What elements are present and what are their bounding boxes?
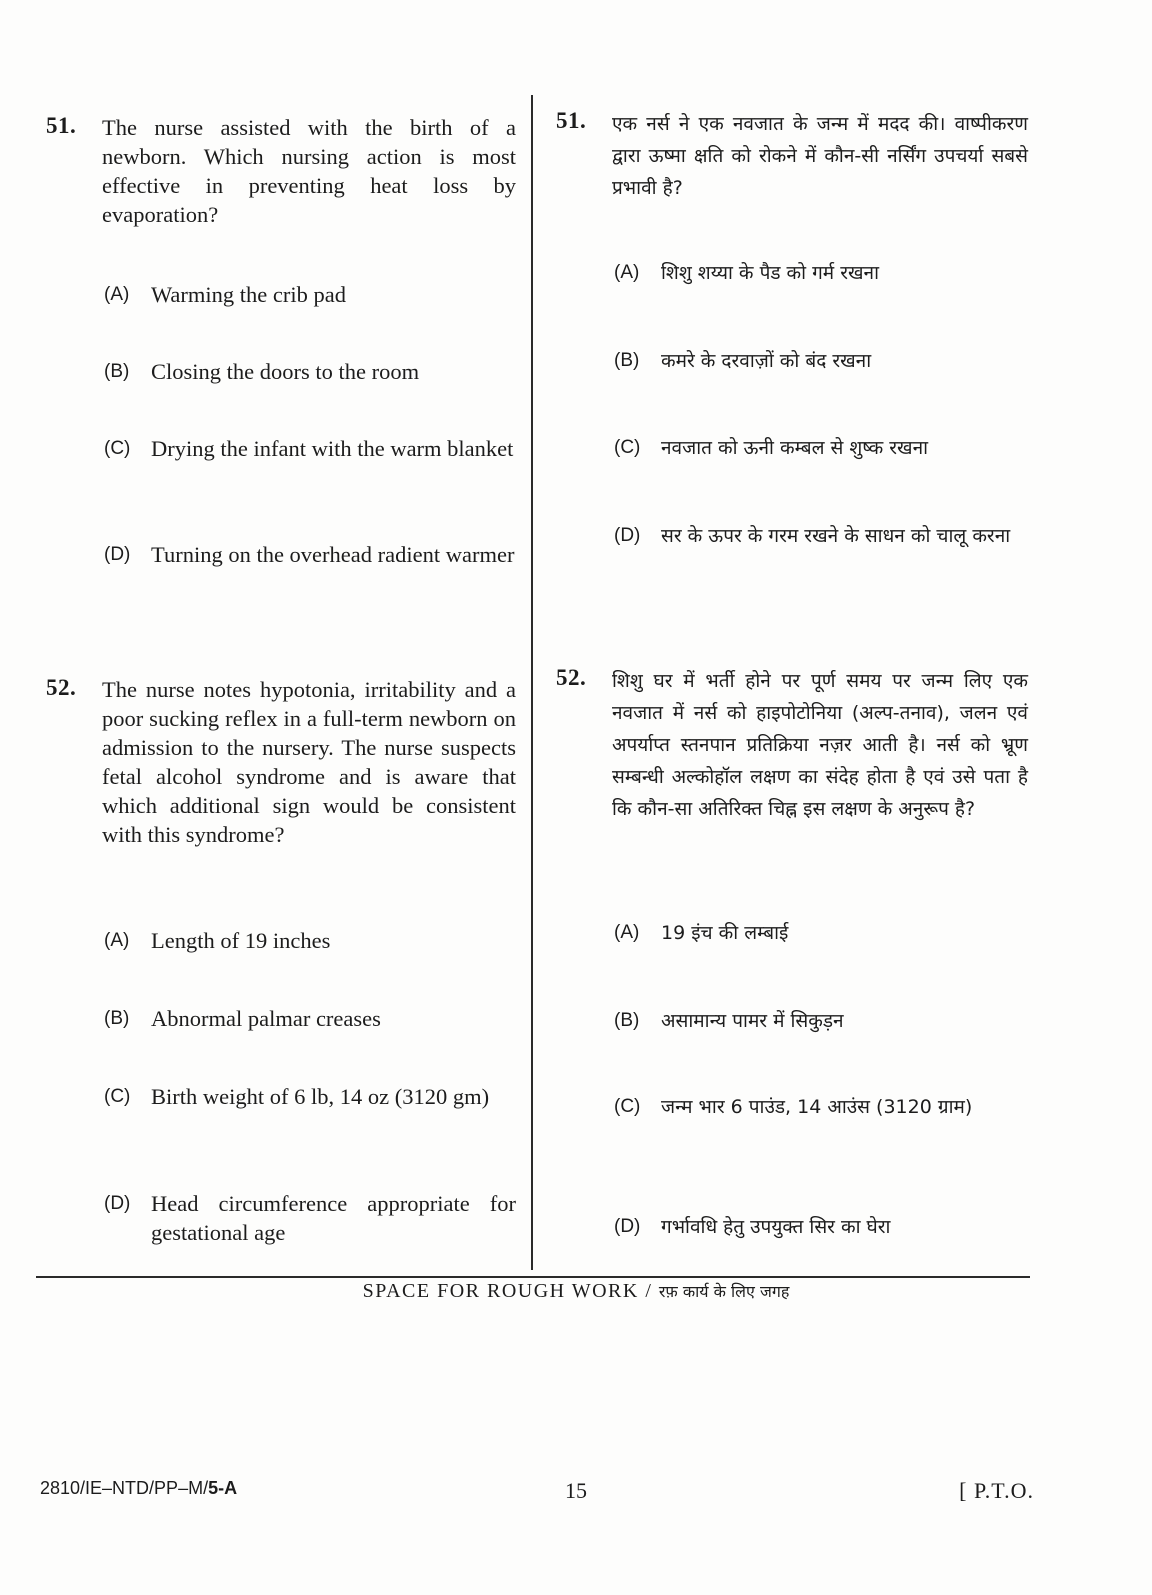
- option-label: (B): [104, 1008, 130, 1029]
- option-label: (B): [614, 1010, 640, 1031]
- question-51-en: [46, 113, 516, 229]
- option-c: [614, 433, 1028, 463]
- option-a: [104, 280, 516, 309]
- page-number: 15: [565, 1478, 587, 1503]
- question-51-hi: [556, 108, 1028, 204]
- option-text: नवजात को ऊनी कम्बल से शुष्क रखना: [661, 437, 929, 459]
- option-a: [614, 918, 1028, 948]
- option-label: (C): [104, 1086, 131, 1107]
- option-label: (C): [614, 437, 641, 458]
- option-c: [104, 434, 516, 463]
- option-label: (D): [614, 1216, 641, 1237]
- option-text: शिशु शय्या के पैड को गर्म रखना: [661, 262, 879, 284]
- rough-work-hi: रफ़ कार्य के लिए जगह: [658, 1282, 790, 1301]
- option-label: (C): [104, 438, 131, 459]
- question-number: 52.: [46, 675, 77, 700]
- option-c: [614, 1092, 1028, 1122]
- option-text: Length of 19 inches: [151, 928, 331, 953]
- option-label: (D): [104, 544, 131, 565]
- question-52-hi: [556, 665, 1028, 825]
- option-text: Abnormal palmar creases: [151, 1006, 381, 1031]
- option-label: (A): [614, 262, 640, 283]
- option-text: Birth weight of 6 lb, 14 oz (3120 gm): [151, 1084, 490, 1109]
- option-d: [614, 1212, 1028, 1242]
- option-label: (D): [614, 525, 641, 546]
- option-d: [104, 1189, 516, 1247]
- option-text: गर्भावधि हेतु उपयुक्त सिर का घेरा: [661, 1216, 891, 1238]
- pto-label: [ P.T.O.: [959, 1478, 1034, 1503]
- column-divider: [531, 95, 533, 1270]
- option-d: [104, 540, 516, 569]
- option-label: (A): [104, 284, 130, 305]
- option-b: [104, 1004, 516, 1033]
- rough-work-en: SPACE FOR ROUGH WORK: [362, 1280, 639, 1302]
- option-text: Head circumference appropriate for gestational age: [151, 1191, 516, 1245]
- question-text: शिशु घर में भर्ती होने पर पूर्ण समय पर जन्म लिए एक नवजात में नर्स को हाइपोटोनिया (अल्प-तनाव), जलन एवं अपर्याप्त स्तनपान प्रतिक्रिया नज़र आती है। नर्स को भ्रूण सम्बन्धी अल्कोहॉल लक्षण का संदेह होता है एवं उसे पता है कि कौन-सा अतिरिक्त चिह्न इस लक्षण के अनुरूप है?: [612, 670, 1028, 820]
- option-a: [614, 258, 1028, 288]
- option-label: (A): [104, 930, 130, 951]
- rough-work-label: [0, 1280, 1152, 1303]
- option-label: (B): [614, 350, 640, 371]
- option-text: Closing the doors to the room: [151, 359, 420, 384]
- option-text: जन्म भार 6 पाउंड, 14 आउंस (3120 ग्राम): [661, 1096, 973, 1118]
- option-b: [614, 1006, 1028, 1036]
- question-text: The nurse assisted with the birth of a newborn. Which nursing action is most effective in preventing heat loss by evaporation?: [102, 115, 516, 227]
- option-text: कमरे के दरवाज़ों को बंद रखना: [661, 350, 872, 372]
- option-text: Drying the infant with the warm blanket: [151, 436, 514, 461]
- question-number: 51.: [556, 108, 587, 133]
- option-d: [614, 521, 1028, 551]
- question-text: The nurse notes hypotonia, irritability and a poor sucking reflex in a full-term newborn on admission to the nursery. The nurse suspects fetal alcohol syndrome and is aware that which additional sign would be consistent with this syndrome?: [102, 677, 516, 847]
- option-label: (A): [614, 922, 640, 943]
- question-number: 51.: [46, 113, 77, 138]
- option-text: 19 इंच की लम्बाई: [661, 922, 789, 944]
- option-b: [614, 346, 1028, 376]
- option-c: [104, 1082, 516, 1111]
- hindi-column: [556, 0, 1028, 1270]
- booklet-code-prefix: 2810/IE–NTD/PP–M/: [40, 1478, 209, 1498]
- option-text: Warming the crib pad: [151, 282, 346, 307]
- option-text: असामान्य पामर में सिकुड़न: [661, 1010, 844, 1032]
- english-column: [46, 0, 516, 1270]
- option-text: सर के ऊपर के गरम रखने के साधन को चालू करना: [661, 525, 1011, 547]
- option-label: (B): [104, 361, 130, 382]
- booklet-code-suffix: 5-A: [208, 1478, 238, 1498]
- option-label: (D): [104, 1193, 131, 1214]
- question-number: 52.: [556, 665, 587, 690]
- question-52-en: [46, 675, 516, 849]
- option-a: [104, 926, 516, 955]
- option-b: [104, 357, 516, 386]
- rough-work-separator: /: [645, 1280, 653, 1302]
- option-label: (C): [614, 1096, 641, 1117]
- question-text: एक नर्स ने एक नवजात के जन्म में मदद की। वाष्पीकरण द्वारा ऊष्मा क्षति को रोकने में कौन-सी नर्सिंग उपचर्या सबसे प्रभावी है?: [612, 113, 1028, 199]
- rough-work-divider: [36, 1276, 1030, 1278]
- option-text: Turning on the overhead radient warmer: [151, 542, 515, 567]
